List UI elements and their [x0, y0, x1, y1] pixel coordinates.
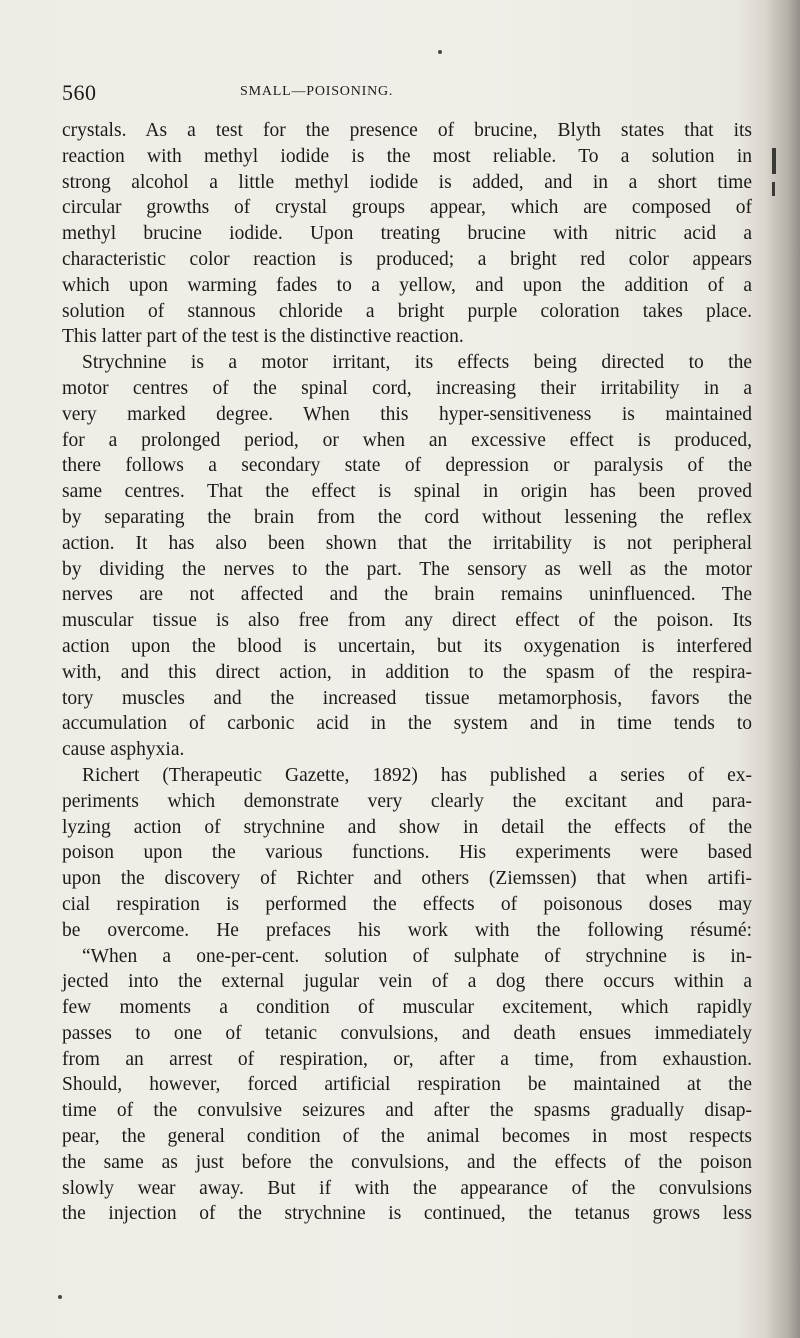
text-line: the same as just before the convulsions, and the effects of the poison — [62, 1151, 752, 1173]
page-number: 560 — [62, 80, 97, 105]
text-line: cause asphyxia. — [62, 739, 185, 761]
text-line: which upon warming fades to a yellow, and upon the addition of a — [62, 274, 752, 296]
text-line: passes to one of tetanic convulsions, and death ensues immediately — [62, 1022, 752, 1044]
text-line: poison upon the various functions. His experiments were based — [62, 842, 752, 864]
text-line: slowly wear away. But if with the appearance of the convulsions — [62, 1177, 752, 1199]
text-line: strong alcohol a little methyl iodide is added, and in a short time — [62, 171, 752, 193]
text-line: Richert (Therapeutic Gazette, 1892) has published a series of ex- — [82, 764, 752, 786]
margin-mark — [772, 182, 775, 196]
text-line: solution of stannous chloride a bright purple coloration takes place. — [62, 300, 752, 322]
body-text — [62, 118, 752, 1227]
text-line: tory muscles and the increased tissue metamorphosis, favors the — [62, 687, 752, 709]
text-line: very marked degree. When this hyper-sensitiveness is maintained — [62, 403, 752, 425]
text-line: lyzing action of strychnine and show in detail the effects of the — [62, 816, 752, 838]
text-line: pear, the general condition of the animal becomes in most respects — [62, 1126, 752, 1148]
text-line: crystals. As a test for the presence of brucine, Blyth states that its — [62, 120, 752, 141]
text-line: Strychnine is a motor irritant, its effects being directed to the — [82, 352, 752, 374]
text-line: from an arrest of respiration, or, after a time, from exhaustion. — [62, 1048, 752, 1070]
text-line: action. It has also been shown that the irritability is not peripheral — [62, 532, 752, 554]
text-line: few moments a condition of muscular excitement, which rapidly — [62, 997, 752, 1019]
ink-speck — [58, 1295, 62, 1299]
ink-speck — [438, 50, 442, 54]
text-line: Should, however, forced artificial respiration be maintained at the — [62, 1074, 752, 1096]
text-line: reaction with methyl iodide is the most reliable. To a solution in — [62, 145, 752, 167]
text-line: same centres. That the effect is spinal in origin has been proved — [62, 481, 752, 503]
page-header — [62, 80, 752, 108]
text-line: accumulation of carbonic acid in the system and in time tends to — [62, 713, 752, 735]
text-line: characteristic color reaction is produced; a bright red color appears — [62, 248, 752, 270]
page-edge-shadow — [766, 0, 800, 1338]
text-line: time of the convulsive seizures and after the spasms gradually disap- — [62, 1100, 752, 1122]
text-line: the injection of the strychnine is continued, the tetanus grows less — [62, 1203, 752, 1225]
text-line: nerves are not affected and the brain remains uninfluenced. The — [62, 584, 752, 606]
text-line: “When a one-per-cent. solution of sulphate of strychnine is in- — [82, 945, 752, 967]
text-line: This latter part of the test is the distinctive reaction. — [62, 326, 464, 348]
text-line: cial respiration is performed the effects of poisonous doses may — [62, 893, 752, 915]
text-line: action upon the blood is uncertain, but its oxygenation is interfered — [62, 635, 752, 657]
text-line: circular growths of crystal groups appear, which are composed of — [62, 197, 752, 219]
text-line: periments which demonstrate very clearly the excitant and para- — [62, 790, 752, 812]
margin-mark — [772, 148, 776, 174]
text-line: for a prolonged period, or when an excessive effect is produced, — [62, 429, 752, 451]
text-line: by dividing the nerves to the part. The sensory as well as the motor — [62, 558, 752, 580]
running-head: SMALL—POISONING. — [240, 84, 394, 99]
text-line: methyl brucine iodide. Upon treating brucine with nitric acid a — [62, 223, 752, 245]
text-line: be overcome. He prefaces his work with the following résumé: — [62, 919, 752, 941]
text-line: jected into the external jugular vein of a dog there occurs within a — [62, 971, 752, 993]
text-line: with, and this direct action, in addition to the spasm of the respira- — [62, 661, 752, 683]
text-line: upon the discovery of Richter and others (Ziemssen) that when artifi- — [62, 868, 752, 890]
text-line: muscular tissue is also free from any direct effect of the poison. Its — [62, 610, 752, 632]
text-line: there follows a secondary state of depression or paralysis of the — [62, 455, 752, 477]
text-line: motor centres of the spinal cord, increasing their irritability in a — [62, 377, 752, 399]
text-line: by separating the brain from the cord without lessening the reflex — [62, 506, 752, 528]
